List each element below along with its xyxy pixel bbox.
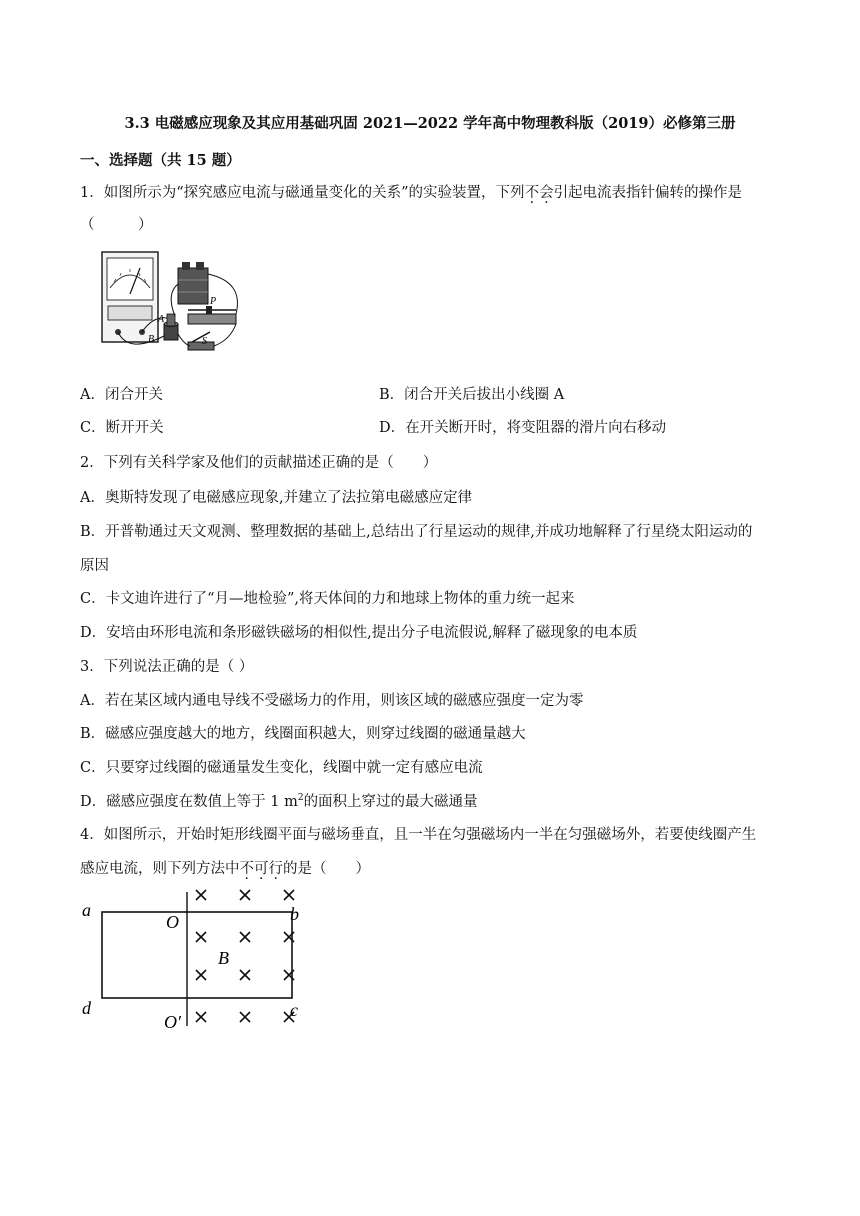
q4-emphasis-3: 行 xyxy=(268,861,283,877)
q1-apparatus-figure xyxy=(98,244,246,358)
rectangular-coil xyxy=(102,912,292,998)
question-2-stem: 2．下列有关科学家及他们的贡献描述正确的是（ ） xyxy=(80,455,438,471)
q4-emphasis-1: 不 xyxy=(239,861,254,877)
label-d: d xyxy=(82,998,91,1018)
q1-option-b: B．闭合开关后拔出小线圈 A xyxy=(379,387,565,403)
label-c: c xyxy=(290,1000,298,1020)
question-4-line1: 4．如图所示，开始时矩形线圈平面与磁场垂直，且一半在匀强磁场内一半在匀强磁场外，若要使线圈产生 xyxy=(80,827,757,843)
question-4-line2 xyxy=(80,857,370,878)
label-b: b xyxy=(290,904,299,924)
q1-stem-pre: 1．如图所示为“探究感应电流与磁通量变化的关系”的实验装置，下列 xyxy=(80,185,525,201)
label-P: P xyxy=(210,296,217,307)
label-O-prime: O′ xyxy=(164,1012,181,1032)
q3-option-d-pre: D．磁感应强度在数值上等于 1 m xyxy=(80,794,298,810)
q1-option-d: D．在开关断开时，将变阻器的滑片向右移动 xyxy=(379,420,667,436)
section-heading: 一、选择题（共 15 题） xyxy=(80,152,241,169)
q2-option-b-line1: B．开普勒通过天文观测、整理数据的基础上,总结出了行星运动的规律,并成功地解释了行星绕太阳运动的 xyxy=(80,524,753,540)
q1-emphasis-2: 会 xyxy=(539,185,554,201)
q1-answer-paren: （ ） xyxy=(80,217,153,233)
label-S: S xyxy=(202,336,207,347)
magnetic-field-crosses xyxy=(196,890,294,1022)
q3-option-d xyxy=(80,790,478,811)
label-O: O xyxy=(166,912,179,932)
label-B-field: B xyxy=(218,948,229,968)
q4-line2-post: 的是（ ） xyxy=(283,861,370,877)
q4-coil-field-figure xyxy=(78,884,310,1032)
q1-emphasis-1: 不 xyxy=(524,185,540,201)
q4-emphasis-2: 可 xyxy=(254,861,269,877)
q2-option-b-line2: 原因 xyxy=(80,558,109,574)
document-title: 3.3 电磁感应现象及其应用基础巩固 2021—2022 学年高中物理教科版（2019）必修第三册 xyxy=(124,115,736,132)
q1-stem-post: 引起电流表指针偏转的操作是 xyxy=(553,185,743,201)
q3-option-d-superscript: 2 xyxy=(297,793,304,804)
q4-line2-pre: 感应电流，则下列方法中 xyxy=(80,861,240,877)
q3-option-a: A．若在某区域内通电导线不受磁场力的作用，则该区域的磁感应强度一定为零 xyxy=(80,693,584,709)
label-a: a xyxy=(82,900,91,920)
q1-option-c: C．断开开关 xyxy=(80,420,164,436)
q2-option-a: A．奥斯特发现了电磁感应现象,并建立了法拉第电磁感应定律 xyxy=(80,490,473,506)
q2-option-d: D．安培由环形电流和条形磁铁磁场的相似性,提出分子电流假说,解释了磁现象的电本质 xyxy=(80,625,638,641)
q3-option-b: B．磁感应强度越大的地方，线圈面积越大，则穿过线圈的磁通量越大 xyxy=(80,726,526,742)
label-A: A xyxy=(158,314,165,325)
question-3-stem: 3．下列说法正确的是（ ） xyxy=(80,659,254,675)
label-B: B xyxy=(148,334,155,345)
q3-option-c: C．只要穿过线圈的磁通量发生变化，线圈中就一定有感应电流 xyxy=(80,760,483,776)
q2-option-c: C．卡文迪许进行了“月—地检验”,将天体间的力和地球上物体的重力统一起来 xyxy=(80,591,575,607)
q3-option-d-post: 的面积上穿过的最大磁通量 xyxy=(303,794,478,810)
q1-option-a: A．闭合开关 xyxy=(80,387,163,403)
question-1-stem xyxy=(80,181,742,202)
